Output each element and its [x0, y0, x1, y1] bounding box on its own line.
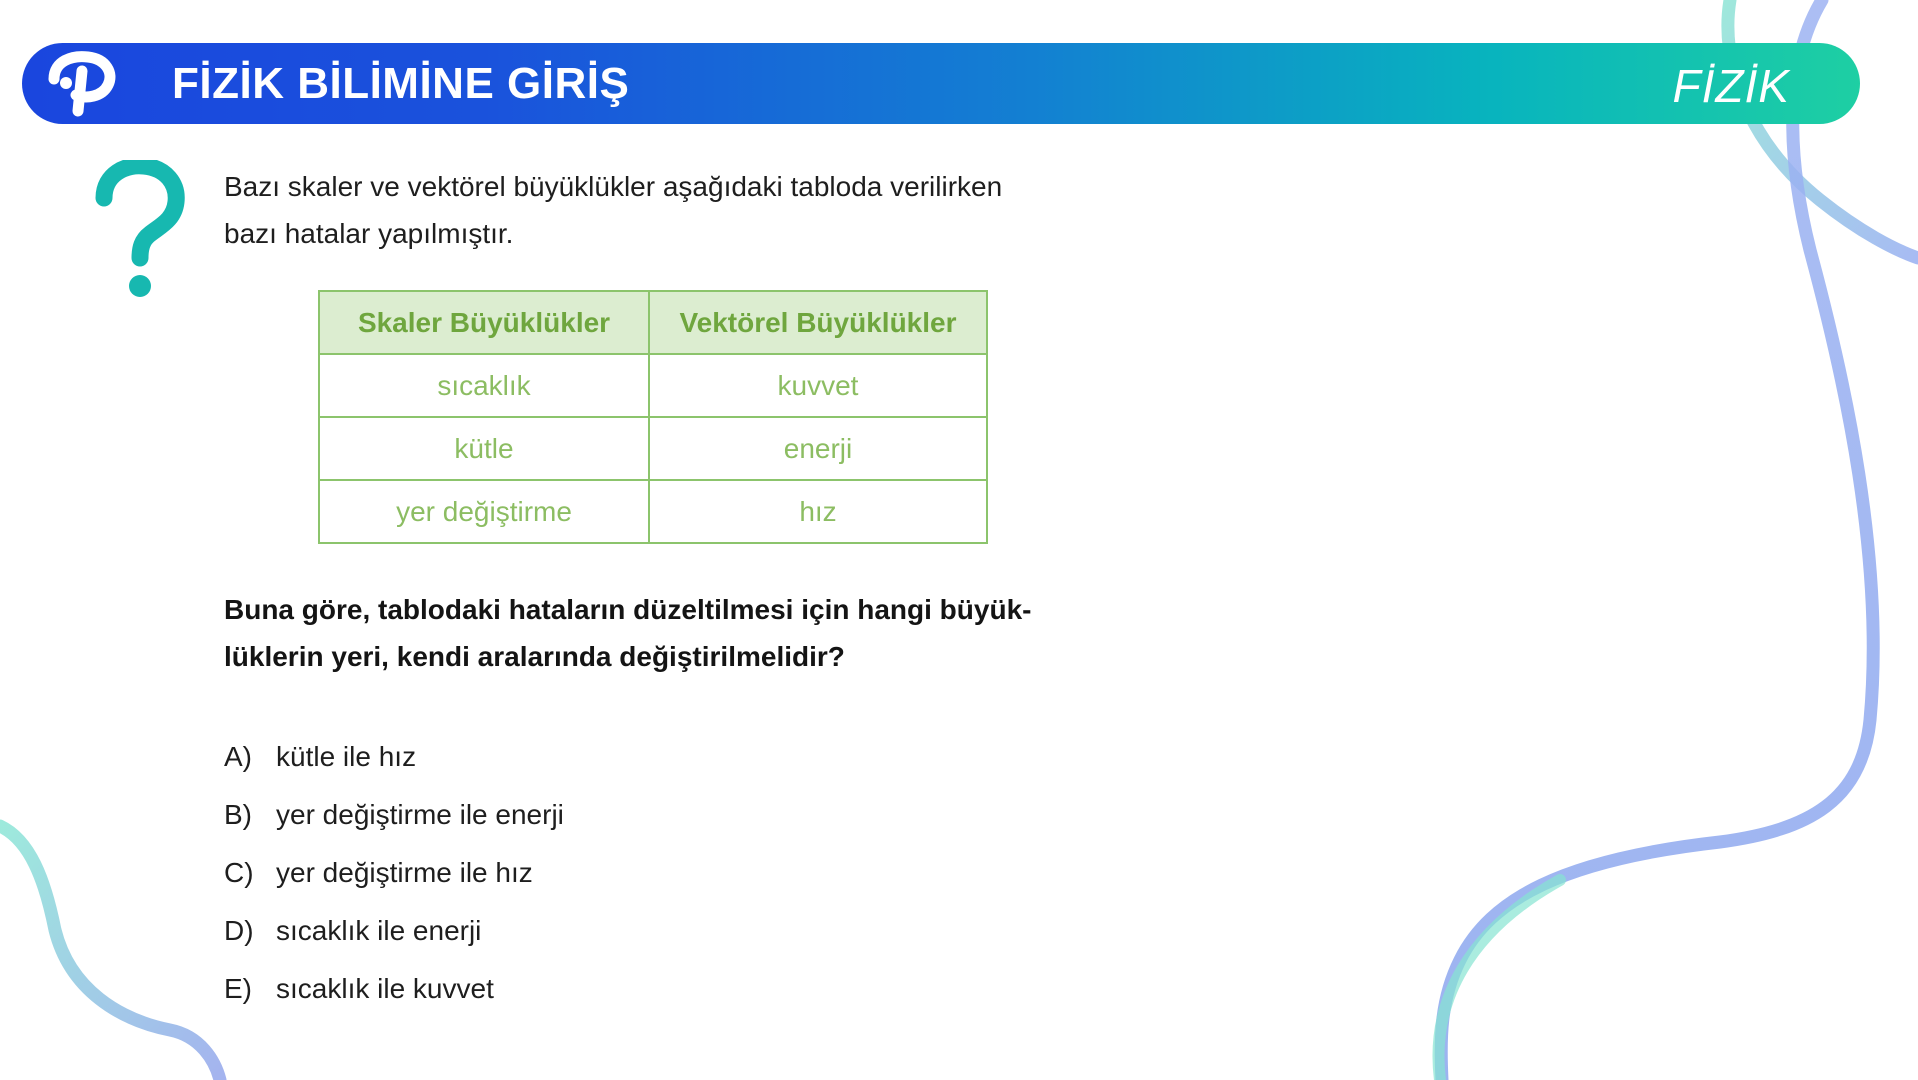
- option-a[interactable]: [224, 728, 564, 786]
- option-letter: B): [224, 799, 252, 830]
- table-header-row: [319, 291, 987, 354]
- table-cell: kütle: [319, 417, 649, 480]
- header-scalar: Skaler Büyüklükler: [319, 291, 649, 354]
- option-letter: D): [224, 915, 254, 946]
- table-row: [319, 417, 987, 480]
- quantities-table: [318, 290, 988, 544]
- page-title: FİZİK BİLİMİNE GİRİŞ: [172, 59, 630, 108]
- header-vector: Vektörel Büyüklükler: [649, 291, 987, 354]
- question-mark-icon: [90, 160, 190, 300]
- curve-top-right-teal: [1728, 0, 1918, 258]
- answer-options: [224, 728, 564, 1018]
- option-d[interactable]: [224, 902, 564, 960]
- option-text: sıcaklık ile kuvvet: [276, 973, 494, 1004]
- prompt-line: Buna göre, tablodaki hataların düzeltilmesi için hangi büyük-: [224, 594, 1032, 625]
- table-cell: enerji: [649, 417, 987, 480]
- option-text: yer değiştirme ile hız: [276, 857, 533, 888]
- option-letter: C): [224, 857, 254, 888]
- table-cell: hız: [649, 480, 987, 543]
- option-c[interactable]: [224, 844, 564, 902]
- option-letter: E): [224, 973, 252, 1004]
- table-cell: yer değiştirme: [319, 480, 649, 543]
- brand-logo-icon: [42, 51, 120, 117]
- subject-label: FİZİK: [1672, 60, 1790, 112]
- curve-right-teal: [1439, 880, 1561, 1080]
- option-text: kütle ile hız: [276, 741, 417, 772]
- table-cell: kuvvet: [649, 354, 987, 417]
- question-prompt: [224, 586, 1104, 680]
- table-cell: sıcaklık: [319, 354, 649, 417]
- option-e[interactable]: [224, 960, 564, 1018]
- intro-line: bazı hatalar yapılmıştır.: [224, 218, 514, 249]
- table-row: [319, 480, 987, 543]
- table-row: [319, 354, 987, 417]
- option-text: yer değiştirme ile enerji: [276, 799, 564, 830]
- prompt-line: lüklerin yeri, kendi aralarında değiştirilmelidir?: [224, 641, 845, 672]
- header-bar: [22, 43, 1860, 124]
- option-b[interactable]: [224, 786, 564, 844]
- question-intro: [224, 163, 1104, 257]
- option-letter: A): [224, 741, 252, 772]
- curve-bottom-left: [0, 826, 220, 1080]
- option-text: sıcaklık ile enerji: [276, 915, 482, 946]
- intro-line: Bazı skaler ve vektörel büyüklükler aşağıdaki tabloda verilirken: [224, 171, 1003, 202]
- curve-right-blue: [1441, 0, 1873, 1080]
